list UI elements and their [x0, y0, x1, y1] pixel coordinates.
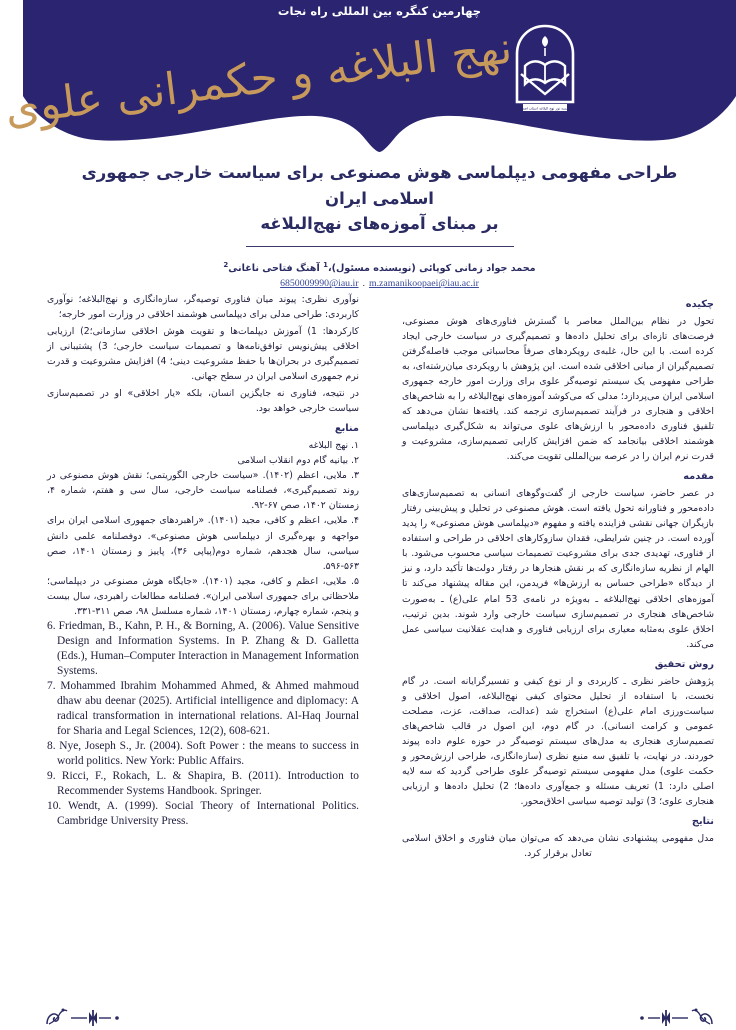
- authors-line: [23, 261, 736, 274]
- paper-title-line-2: بر مبنای آموزه‌های نهج‌البلاغه: [260, 214, 499, 234]
- page-title: [59, 160, 700, 237]
- reference-item: 7. Mohammed Ibrahim Mohammed Ahmed, & Ahmed mahmoud dhaw abu deenar (2025). Artificial intelligence and diplomacy: A radical transformation in international relations. Al-Haq Journal for Sharia and Legal Sciences, 12(2), 608-621.: [47, 680, 359, 737]
- method-heading: روش تحقیق: [654, 658, 714, 670]
- reference-item: 10. Wendt, A. (1999). Social Theory of International Politics. Cambridge University Press.: [47, 800, 359, 828]
- title-block: [23, 160, 736, 289]
- emblem-caption: موسسه نور نهج البلاغه استان اصفهان: [516, 106, 574, 111]
- reference-item: ۲. بیانیه گام دوم انقلاب اسلامی: [237, 455, 359, 467]
- references-persian: [47, 438, 359, 619]
- open-book-arch-emblem: [509, 22, 581, 118]
- reference-item: ۵. ملایی، اعظم و کافی، مجید (۱۴۰۱). «جایگاه هوش مصنوعی در دیپلماسی؛ ملاحظاتی برای جمهوری اسلامی ایران». فصلنامه مطالعات راهبردی، سال بیست و پنجم، شماره چهارم، زمستان ۱۴۰۱، شماره مسلسل ۹۸، صص ۳۱۱-۳۳۱.: [47, 575, 359, 617]
- email-separator: .: [362, 278, 365, 290]
- reference-item: ۴. ملایی، اعظم و کافی، مجید (۱۴۰۱). «راهبردهای جمهوری اسلامی ایران برای مواجهه و بهره‌گیری از دیپلماسی هوش مصنوعی». دوفصلنامه علمی دانش سیاسی، سال هجدهم، شماره دوم(پیاپی ۳۶)، پاییز و زمستان ۱۴۰۱، صص ۵۶۳-۵۹۶.: [47, 515, 359, 572]
- nahj-calligraphy-logo: نهج البلاغه و حکمرانی علوی: [2, 22, 515, 136]
- reference-item: ۳. ملایی، اعظم (۱۴۰۲). «سیاست خارجی الگوریتمی؛ نقش هوش مصنوعی در روند تصمیم‌گیری»، فصلنامه سیاست خارجی، سال سی و هفتم، شماره ۴، زمستان ۱۴۰۲، صص ۶۷-۹۲.: [47, 470, 359, 512]
- column-left: [47, 292, 359, 1020]
- paper-title-line-1: طراحی مفهومی دیپلماسی هوش مصنوعی برای سیاست خارجی جمهوری اسلامی ایران: [81, 163, 678, 208]
- references-heading: منابع: [334, 423, 359, 435]
- abstract-text: تحول در نظام بین‌الملل معاصر با گسترش فناوری‌های هوش مصنوعی، فرصت‌های تازه‌ای برای تحلیل داده‌ها و تصمیم‌گیری در سیاست خارجی ایجاد کرده است. با این حال، غلبه‌ی رویکردهای صرفاً محاسباتی موجب فاصله‌گرفتن تصمیم‌گیران از مبانی اخلاقی شده است. این پژوهش با رویکردی میان‌رشته‌ای، به طراحی مفهومی یک سیستم توصیه‌گر علوی برای وزارت امور خارجه جمهوری اسلامی ایران می‌پردازد؛ مدلی که می‌کوشد آموزه‌های نهج‌البلاغه را به شاخص‌های اخلاقی و هنجاری در فرآیند تصمیم‌سازی ترجمه کند. یافته‌ها نشان می‌دهد که تلفیق فناوری داده‌محور با ارزش‌های علوی می‌تواند به شکل‌گیری دیپلماسی هوشمند اخلاقی بیانجامد که ضمن افزایش کارایی تصمیم‌سازی، مشروعیت و قدرت نرم ایران را در عرصه بین‌المللی تقویت می‌کند.: [402, 315, 714, 463]
- email-link-1[interactable]: 6850009990@iau.ir: [280, 278, 359, 290]
- introduction-heading: مقدمه: [683, 471, 714, 483]
- title-divider: [246, 246, 514, 247]
- results-text: مدل مفهومی پیشنهادی نشان می‌دهد که می‌توان میان فناوری و اخلاق اسلامی تعادل برقرار کرد.: [402, 832, 714, 859]
- innovation-functions-text: کارکردها: 1) آموزش دیپلمات‌ها و تقویت هوش اخلاقی سازمانی؛2) ارزیابی اخلاقی پیش‌نویس توافق‌نامه‌ها و تصمیمات سیاست خارجی؛ 3) پشتیبانی از تصمیم‌گیری در بحران‌ها با حفظ مشروعیت دینی؛ 4) افزایش مشروعیت و قدرت نرم جمهوری اسلامی ایران در سطح جهانی.: [47, 326, 359, 383]
- column-right: [402, 292, 714, 1020]
- reference-item: ۱. نهج البلاغه: [308, 440, 359, 452]
- results-heading: نتایج: [691, 815, 714, 827]
- congress-title: چهارمین کنگره بین المللی راه نجات: [277, 4, 482, 18]
- author-1-affiliation-marker: 1: [323, 261, 328, 270]
- references-english: [47, 619, 359, 829]
- reference-item: 9. Ricci, F., Rokach, L. & Shapira, B. (2011). Introduction to Recommender Systems Handbook. Springer.: [47, 770, 359, 797]
- email-link-2[interactable]: m.zamanikoopaei@iau.ac.ir: [368, 278, 479, 290]
- abstract-heading: چکیده: [685, 299, 714, 310]
- flourish-ornament-right: [606, 1002, 716, 1028]
- author-2-name: آهنگ فتاحی ناغانی: [228, 263, 324, 275]
- header-banner: [2, 0, 736, 152]
- article-body: [23, 292, 736, 1030]
- innovation-conclusion-text: در نتیجه، فناوری نه جایگزین انسان، بلکه «یار اخلاقی» او در تصمیم‌سازی سیاست خارجی خواهد بود.: [47, 388, 359, 415]
- references-list: [47, 438, 359, 829]
- author-emails: [23, 278, 736, 289]
- reference-item: 6. Friedman, B., Kahn, P. H., & Borning, A. (2006). Value Sensitive Design and Information Systems. In P. Zhang & D. Galletta (Eds.), Human–Computer Interaction in Management Information Systems.: [47, 620, 359, 677]
- flourish-ornament-left: [43, 1002, 153, 1028]
- author-2-affiliation-marker: 2: [223, 261, 229, 270]
- author-1-name: محمد جواد زمانی کوپائی (نویسنده مسئول)،: [327, 263, 536, 275]
- method-text: پژوهش حاضر نظری ـ کاربردی و از نوع کیفی و تفسیرگرایانه است. در گام نخست، با استفاده از تحلیل محتوای کیفی نهج‌البلاغه، اصول اخلاقی و سیاست‌ورزی امام علی(ع) استخراج شد (عدالت، صداقت، عزت، مصلحت عمومی و کرامت انسانی). در گام دوم، این اصول در قالب شاخص‌های تصمیم‌سازی هنجاری به مدل‌های سیستم توصیه‌گر در حوزه علوم داده پیوند خوردند. در نهایت، با تلفیق سه منبع نظری (سازه‌انگاری، طراحی ارزش‌محور و حکمت علوی) مدل مفهومی سیستم توصیه‌گر علوی طراحی گردید که سه لایه اصلی دارد: 1) تعریف مسئله و جمع‌آوری داده‌ها؛ 2) تحلیل داده‌ها و ارزیابی هنجاری علوی؛ 3) تولید توصیه سیاسی اخلاق‌محور.: [402, 675, 714, 807]
- reference-item: 8. Nye, Joseph S., Jr. (2004). Soft Power : the means to success in world politics. New York: Public Affairs.: [47, 739, 359, 767]
- introduction-text: در عصر حاضر، سیاست خارجی از گفت‌وگوهای انسانی به تصمیم‌سازی‌های داده‌محور و فناورانه تحول یافته است. هوش مصنوعی در تحلیل و پیش‌بینی رفتار بازیگران جهانی نقشی فزاینده یافته و مفهوم «دیپلماسی هوش مصنوعی» را پدید آورده است. در چنین شرایطی، فقدان سازوکارهای اخلاقی در طراحی و استفاده از فناوری، تهدیدی جدی برای مشروعیت تصمیمات سیاسی محسوب می‌شود. با الهام از نظریه سازه‌انگاری که بر نقش هنجارها در رفتار دولت‌ها تأکید دارد، و نیز از دیدگاه «طراحی حساس به ارزش‌ها» فریدمن، این مقاله پیشنهاد می‌کند تا آموزه‌های اخلاقی نهج‌البلاغه ـ به‌ویژه در نامه‌ی 53 امام علی(ع) ـ به‌صورت شاخص‌های هنجاری در تصمیم‌سازی سیاست خارجی وارد شوند. بدین ترتیب، اخلاق علوی به‌مثابه معیاری برای ارزیابی فناوری و هدایت عقلانیت سیاسی عمل می‌کند.: [402, 488, 714, 650]
- innovation-theoretical-text: نوآوری نظری: پیوند میان فناوری توصیه‌گر، سازه‌انگاری و نهج‌البلاغه؛ نوآوری کاربردی: طراحی مدلی برای دیپلماسی هوشمند اخلاقی در وزارت امور خارجه؛: [47, 294, 359, 321]
